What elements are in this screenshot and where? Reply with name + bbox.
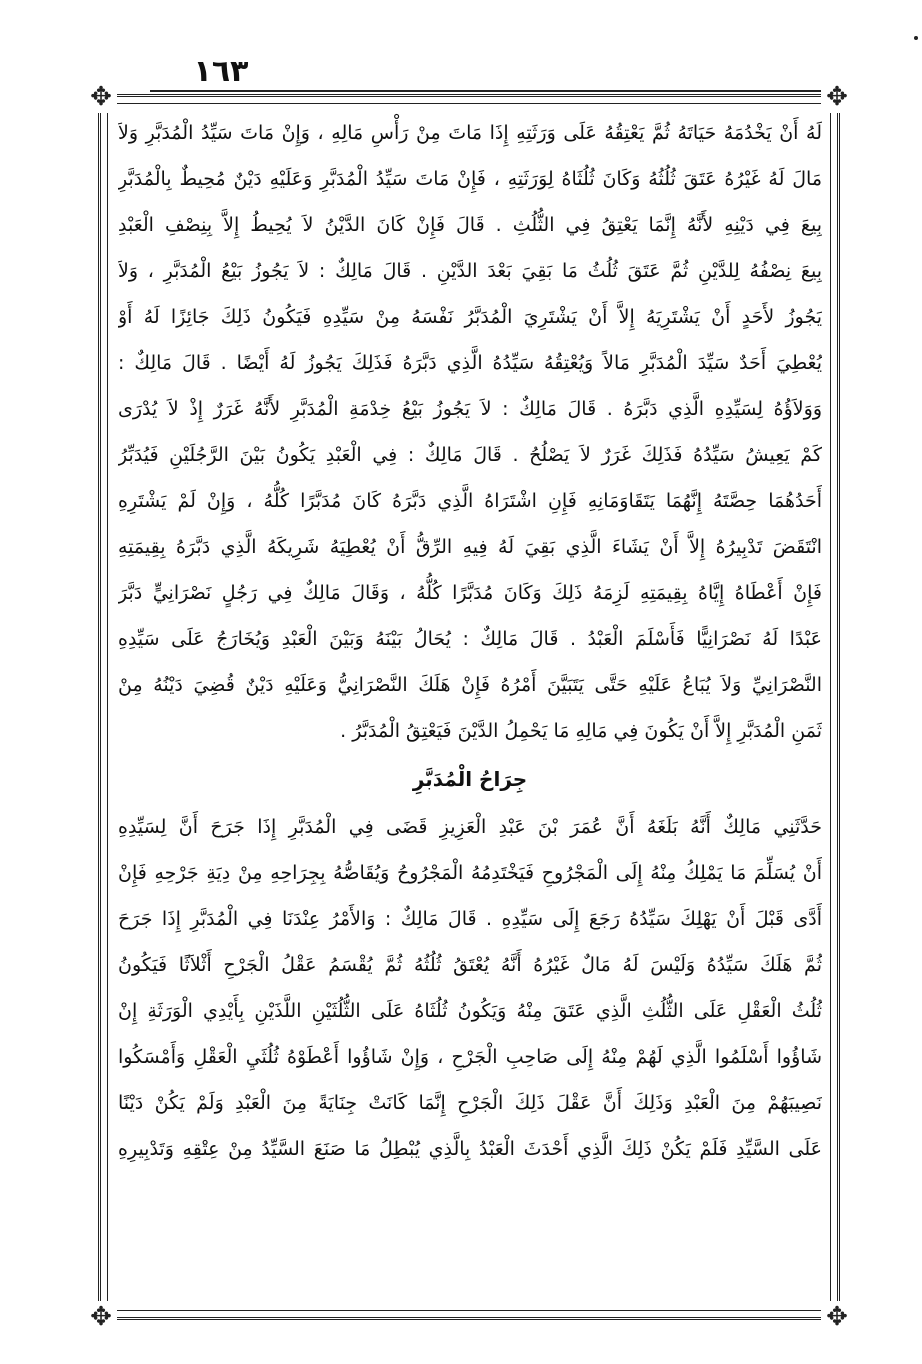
text-line: حَدَّثَنِي مَالِكٌ أَنَّهُ بَلَغَهُ أَنَّ عُمَرَ بْنَ عَبْدِ الْعَزِيزِ قَضَى فِي الْمُدَبَّرِ إِذَا جَرَحَ أَنَّ لِسَيِّدِهِ — [118, 816, 822, 838]
section-heading: جِرَاحُ الْمُدَبَّرِ — [412, 767, 528, 791]
text-line: عَبْدًا لَهُ نَصْرَانِيًّا فَأَسْلَمَ الْعَبْدُ . قَالَ مَالِكٌ : يُحَالُ بَيْنَهُ وَبَيْنَ الْعَبْدِ وَيُخَارَجُ عَلَى سَيِّدِهِ — [118, 628, 822, 650]
text-line: أَحَدُهُمَا حِصَّتَهُ إِنَّهُمَا يَتَقَاوَمَانِهِ فَإِنِ اشْتَرَاهُ الَّذِي دَبَّرَهُ كَانَ مُدَبَّرًا كُلُّهُ ، وَإِنْ لَمْ يَشْتَرِهِ — [118, 490, 822, 512]
edge-mark — [914, 36, 918, 40]
body-text — [118, 110, 822, 1172]
text-line: أَنْ يُسَلِّمَ مَا يَمْلِكُ مِنْهُ إِلَى الْمَجْرُوحِ فَيَخْتَدِمُهُ الْمَجْرُوحُ وَيُقَاصُّهُ بِجِرَاحِهِ مِنْ دِيَةِ جَرْحِهِ فَإِنْ — [118, 862, 822, 884]
header-rule — [150, 90, 830, 92]
text-line: وَوَلاَؤُهُ لِسَيِّدِهِ الَّذِي دَبَّرَهُ . قَالَ مَالِكٌ : لاَ يَجُوزُ بَيْعُ خِدْمَةِ الْمُدَبَّرِ لأَنَّهُ غَرَرٌ إِذْ لاَ يُدْرَى — [118, 398, 822, 420]
floral-ornament-icon: ✥ — [85, 81, 117, 113]
text-line: ثُمَّ هَلَكَ سَيِّدُهُ وَلَيْسَ لَهُ مَالٌ غَيْرُهُ أَنَّهُ يُعْتَقُ ثُلُثُهُ ثُمَّ يُقْسَمُ عَقْلُ الْجَرْحِ أَثْلاَثًا فَيَكُونُ — [118, 954, 822, 976]
text-line: شَاؤُوا أَسْلَمُوا الَّذِي لَهُمْ مِنْهُ إِلَى صَاحِبِ الْجَرْحِ ، وَإِنْ شَاؤُوا أَعْطَوْهُ ثُلُثَيِ الْعَقْلِ وَأَمْسَكُوا — [118, 1046, 822, 1068]
page-number: ١٦٣ — [193, 54, 249, 89]
text-line: يُعْطِيَ أَحَدٌ سَيِّدَ الْمُدَبَّرِ مَالاً وَيُعْتِقُهُ سَيِّدُهُ الَّذِي دَبَّرَهُ فَذَلِكَ يَجُوزُ لَهُ أَيْضًا . قَالَ مَالِكٌ : — [118, 352, 822, 374]
text-line: أَدَّى قَبْلَ أَنْ يَهْلِكَ سَيِّدُهُ رَجَعَ إِلَى سَيِّدِهِ . قَالَ مَالِكٌ : وَالأَمْرُ عِنْدَنَا فِي الْمُدَبَّرِ إِذَا جَرَحَ — [118, 908, 822, 930]
text-line: النَّصْرَانِيِّ وَلاَ يُبَاعُ عَلَيْهِ حَتَّى يَتَبَيَّنَ أَمْرُهُ فَإِنْ هَلَكَ النَّصْرَانِيُّ وَعَلَيْهِ دَيْنٌ قُضِيَ دَيْنُهُ مِنْ — [118, 674, 822, 696]
text-line: فَإِنْ أَعْطَاهُ إِيَّاهُ بِقِيمَتِهِ لَزِمَهُ ذَلِكَ وَكَانَ مُدَبَّرًا كُلُّهُ ، وَقَالَ مَالِكٌ فِي رَجُلٍ نَصْرَانِيٍّ دَبَّرَ — [118, 582, 822, 604]
text-line: يَجُوزُ لأَحَدٍ أَنْ يَشْتَرِيَهُ إِلاَّ أَنْ يَشْتَرِيَ الْمُدَبَّرُ نَفْسَهُ مِنْ سَيِّدِهِ فَيَكُونُ ذَلِكَ جَائِزًا لَهُ أَوْ — [118, 306, 822, 328]
text-line: عَلَى السَّيِّدِ فَلَمْ يَكُنْ ذَلِكَ الَّذِي أَحْدَثَ الْعَبْدُ بِالَّذِي يُبْطِلُ مَا صَنَعَ السَّيِّدُ مِنْ عِتْقِهِ وَتَدْبِيرِهِ — [118, 1138, 822, 1160]
floral-ornament-icon: ✥ — [821, 81, 853, 113]
text-line: ثُلُثُ الْعَقْلِ عَلَى الثُّلُثِ الَّذِي عَتَقَ مِنْهُ وَيَكُونُ ثُلُثَاهُ عَلَى الثُّلُثَيْنِ اللَّذَيْنِ بِأَيْدِي الْوَرَثَةِ إِنْ — [118, 1000, 822, 1022]
text-line: كَمْ يَعِيشُ سَيِّدُهُ فَذَلِكَ غَرَرٌ لاَ يَصْلُحُ . قَالَ مَالِكٌ : فِي الْعَبْدِ يَكُونُ بَيْنَ الرَّجُلَيْنِ فَيُدَبِّرُ — [118, 444, 822, 466]
text-line: لَهُ أَنْ يَخْدُمَهُ حَيَاتَهُ ثُمَّ يَعْتِقُهُ عَلَى وَرَثَتِهِ إِذَا مَاتَ مِنْ رَأْسِ مَالِهِ ، وَإِنْ مَاتَ سَيِّدُ الْمُدَبَّرِ وَلاَ — [118, 122, 822, 144]
text-line: مَالَ لَهُ غَيْرُهُ عَتَقَ ثُلُثُهُ وَكَانَ ثُلُثَاهُ لِوَرَثَتِهِ ، فَإِنْ مَاتَ سَيِّدُ الْمُدَبَّرِ وَعَلَيْهِ دَيْنٌ مُحِيطٌ بِالْمُدَبَّرِ — [118, 168, 822, 190]
text-line: بِيعَ فِي دَيْنِهِ لأَنَّهُ إِنَّمَا يَعْتِقُ فِي الثُّلُثِ . قَالَ فَإِنْ كَانَ الدَّيْنُ لاَ يُحِيطُ إِلاَّ بِنِصْفِ الْعَبْدِ — [118, 214, 822, 236]
floral-ornament-icon: ✥ — [85, 1301, 117, 1333]
text-line: نَصِيبَهُمْ مِنَ الْعَبْدِ وَذَلِكَ أَنَّ عَقْلَ ذَلِكَ الْجَرْحِ إِنَّمَا كَانَتْ جِنَايَةً مِنَ الْعَبْدِ وَلَمْ يَكُنْ دَيْنًا — [118, 1092, 822, 1114]
text-line: ثَمَنِ الْمُدَبَّرِ إِلاَّ أَنْ يَكُونَ فِي مَالِهِ مَا يَحْمِلُ الدَّيْنَ فَيَعْتِقُ الْمُدَبَّرُ . — [340, 720, 822, 742]
floral-ornament-icon: ✥ — [821, 1301, 853, 1333]
text-line: بِيعَ نِصْفُهُ لِلدَّيْنِ ثُمَّ عَتَقَ ثُلُثُ مَا بَقِيَ بَعْدَ الدَّيْنِ . قَالَ مَالِكٌ : لاَ يَجُوزُ بَيْعُ الْمُدَبَّرِ ، وَلاَ — [118, 260, 822, 282]
text-line: انْتَقَضَ تَدْبِيرُهُ إِلاَّ أَنْ يَشَاءَ الَّذِي بَقِيَ لَهُ فِيهِ الرِّقُّ أَنْ يُعْطِيَهُ شَرِيكَهُ الَّذِي دَبَّرَهُ بِقِيمَتِهِ — [118, 536, 822, 558]
